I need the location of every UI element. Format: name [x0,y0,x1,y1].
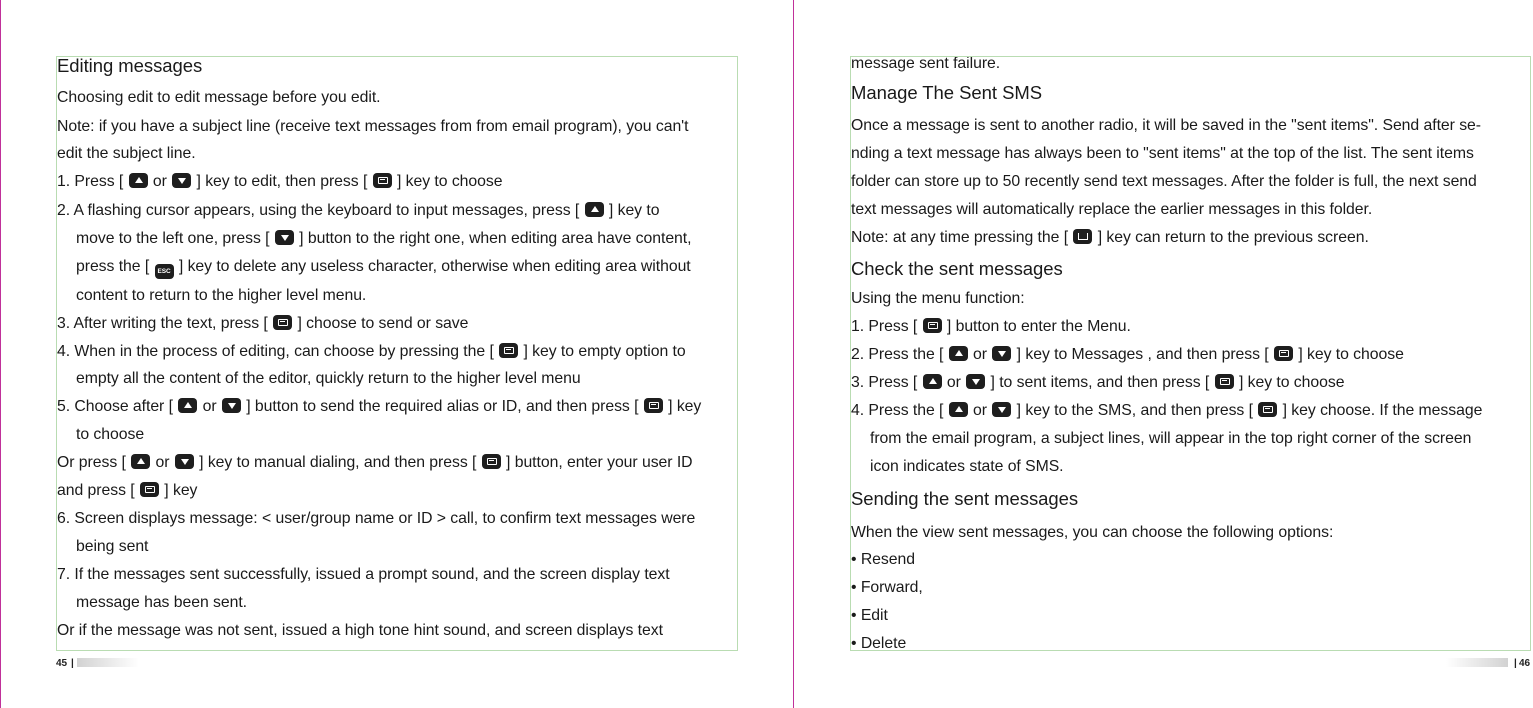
page-number-left: 45 [56,658,68,669]
left-page-line-4: edit the subject line. [57,145,196,162]
left-page-line-16: and press [ ] key [57,482,198,499]
left-page-line-7: move to the left one, press [ ] button to the right one, when editing area have content, [76,230,692,247]
left-page-line-18: being sent [76,538,149,555]
menu-ok-key-icon [1274,346,1293,361]
right-page-line-19: • Forward, [851,579,923,596]
right-page-line-21: • Delete [851,635,907,651]
up-arrow-key-icon [923,374,942,389]
down-arrow-key-icon [966,374,985,389]
left-page-line-5: 1. Press [ or ] key to edit, then press [ ] key to choose [57,173,503,190]
menu-ok-key-icon [273,315,292,330]
left-page-text-frame [56,56,738,651]
right-page-text-frame [850,56,1531,651]
menu-ok-key-icon [482,454,501,469]
right-page-line-1: message sent failure. [851,56,1001,72]
left-page-line-11: 4. When in the process of editing, can choose by pressing the [ ] key to empty option to [57,343,686,360]
page-divider-left: | [71,658,74,669]
down-arrow-key-icon [222,398,241,413]
left-page-line-15: Or press [ or ] key to manual dialing, and then press [ ] button, enter your user ID [57,454,693,471]
down-arrow-key-icon [275,230,294,245]
left-page-line-9: content to return to the higher level menu. [76,287,367,304]
right-page-line-7: Note: at any time pressing the [ ] key can return to the previous screen. [851,229,1369,246]
right-page-line-6: text messages will automatically replace the earlier messages in this folder. [851,201,1373,218]
right-page-line-17: When the view sent messages, you can choose the following options: [851,524,1334,541]
left-page-line-14: to choose [76,426,145,443]
esc-key-icon: ESC [155,264,174,279]
up-arrow-key-icon [949,346,968,361]
left-page-line-10: 3. After writing the text, press [ ] choose to send or save [57,315,469,332]
down-arrow-key-icon [992,402,1011,417]
down-arrow-key-icon [172,173,191,188]
menu-ok-key-icon [923,318,942,333]
left-page-line-19: 7. If the messages sent successfully, issued a prompt sound, and the screen display text [57,566,670,583]
left-page-line-8: press the [ ESC ] key to delete any useless character, otherwise when editing area without [76,257,691,277]
right-page-line-8: Check the sent messages [851,258,1063,279]
right-page-line-4: nding a text message has always been to "sent items" at the top of the list. The sent items [851,145,1474,162]
right-page-line-9: Using the menu function: [851,290,1025,307]
down-arrow-key-icon [992,346,1011,361]
left-page-line-13: 5. Choose after [ or ] button to send the required alias or ID, and then press [ ] key [57,398,702,415]
left-page-line-3: Note: if you have a subject line (receive text messages from from email program), you can't [57,118,689,135]
center-fold-rule [793,0,794,708]
menu-ok-key-icon [644,398,663,413]
right-page-line-16: Sending the sent messages [851,488,1079,509]
menu-ok-key-icon [1258,402,1277,417]
right-page-line-10: 1. Press [ ] button to enter the Menu. [851,318,1131,335]
right-page-line-14: from the email program, a subject lines, will appear in the top right corner of the screen [870,430,1472,447]
right-page-line-18: • Resend [851,551,915,568]
menu-ok-key-icon [373,173,392,188]
left-page-line-2: Choosing edit to edit message before you edit. [57,89,381,106]
right-page-line-15: icon indicates state of SMS. [870,458,1064,475]
right-page-line-12: 3. Press [ or ] to sent items, and then press [ ] key to choose [851,374,1345,391]
down-arrow-key-icon [175,454,194,469]
right-page-line-13: 4. Press the [ or ] key to the SMS, and then press [ ] key choose. If the message [851,402,1483,419]
left-page-line-21: Or if the message was not sent, issued a high tone hint sound, and screen displays text [57,622,663,639]
right-page-line-11: 2. Press the [ or ] key to Messages , and then press [ ] key to choose [851,346,1404,363]
menu-ok-key-icon [499,343,518,358]
left-page-line-20: message has been sent. [76,594,248,611]
page-footer-bar-right [1446,658,1508,667]
right-page-line-2: Manage The Sent SMS [851,82,1043,103]
page-divider-right: | [1514,658,1517,669]
up-arrow-key-icon [949,402,968,417]
menu-ok-key-icon [1215,374,1234,389]
left-page-line-12: empty all the content of the editor, quickly return to the higher level menu [76,370,581,387]
left-margin-rule [0,0,1,708]
back-key-icon [1073,229,1092,244]
right-page-line-3: Once a message is sent to another radio, it will be saved in the "sent items". Send after se- [851,117,1481,134]
right-page-line-20: • Edit [851,607,888,624]
left-page-line-6: 2. A flashing cursor appears, using the keyboard to input messages, press [ ] key to [57,202,660,219]
up-arrow-key-icon [585,202,604,217]
page-number-right: 46 [1519,658,1531,669]
left-page-line-1: Editing messages [57,56,203,76]
up-arrow-key-icon [129,173,148,188]
menu-ok-key-icon [140,482,159,497]
up-arrow-key-icon [178,398,197,413]
left-page-line-17: 6. Screen displays message: < user/group name or ID > call, to confirm text messages were [57,510,696,527]
up-arrow-key-icon [131,454,150,469]
page-footer-bar-left [77,658,139,667]
right-page-line-5: folder can store up to 50 recently send text messages. After the folder is full, the next send [851,173,1477,190]
